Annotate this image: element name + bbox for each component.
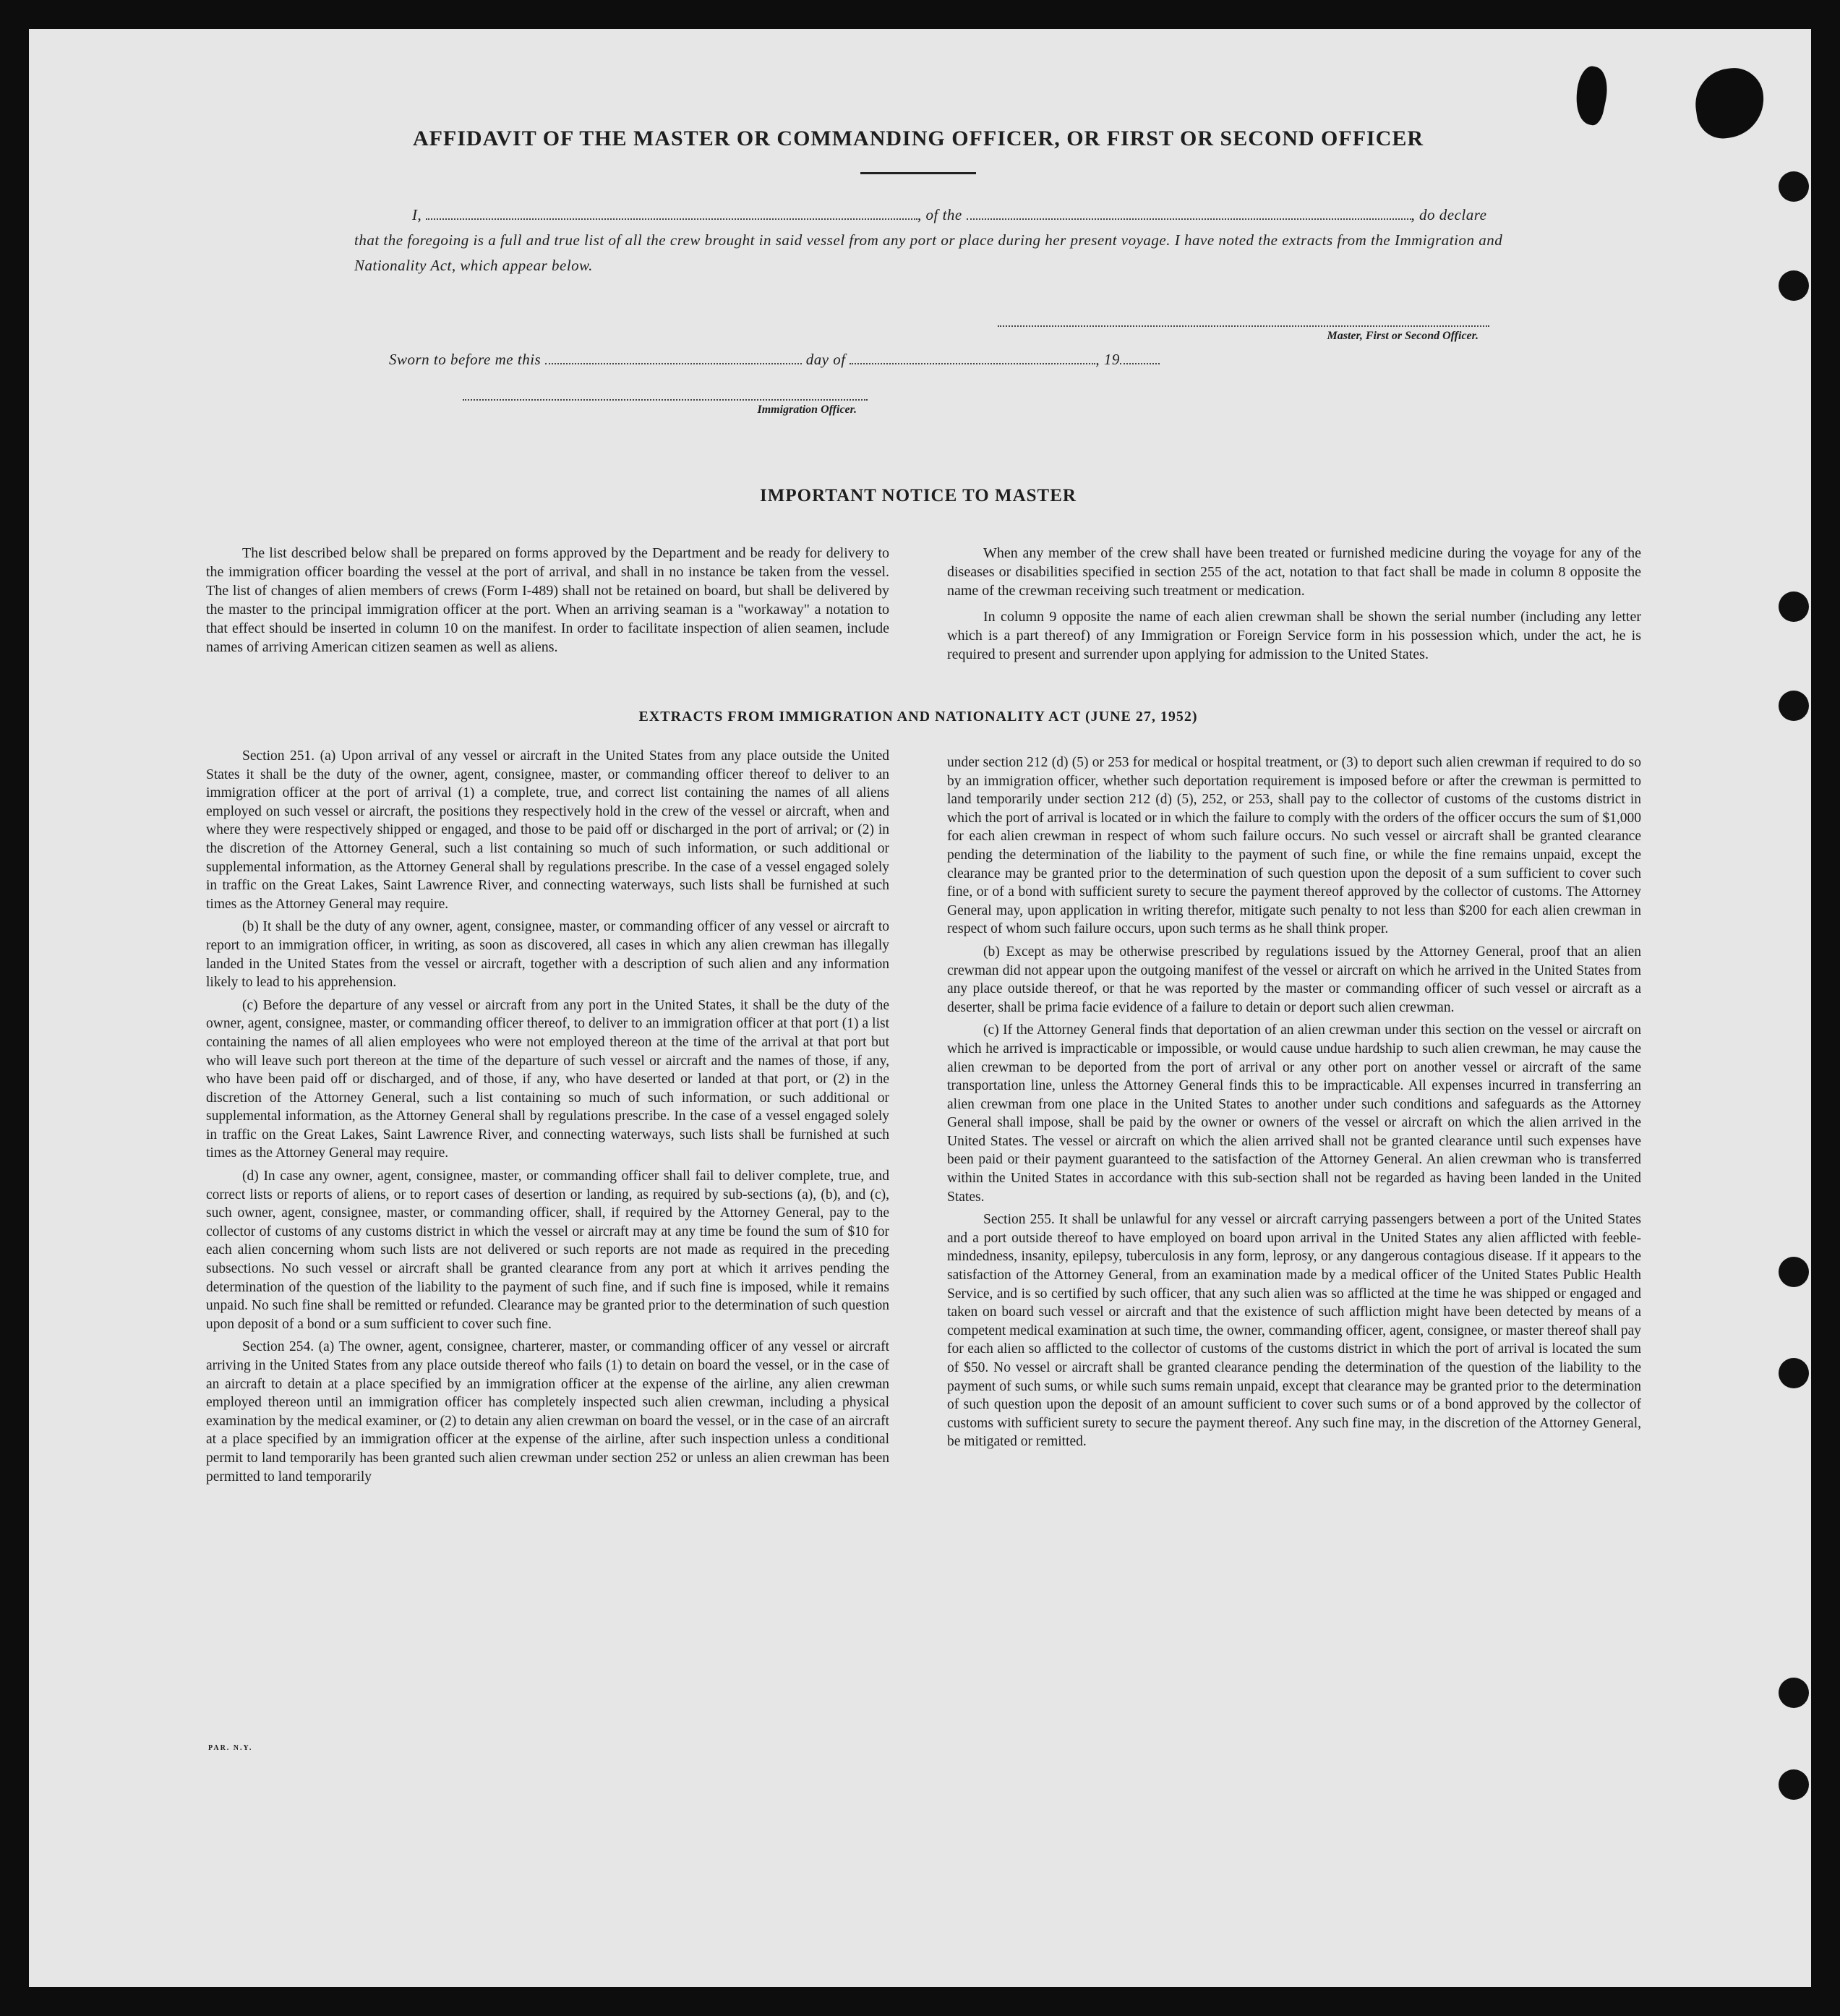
section-255: Section 255. It shall be unlawful for any vessel or aircraft carrying passengers between a port of the United States and a port outside thereof to have employed on board upon arrival in the United States any alien afflicted with feeble-mindedness, insanity, epilepsy, tuberculosis in any form, leprosy, or any dangerous contagious disease. If it appears to the satisfaction of the Attorney General, from an examination made by a medical officer of the United States Public Health Service, and is so certified by such officer, that any such alien was so afflicted at the time he was shipped or engaged and taken on board such vessel or aircraft and that the existence of such affliction might have been detected by means of a competent medical examination at such time, the owner, commanding officer, agent, consignee, or master thereof shall pay for each alien so afflicted to the collector of customs of the customs district in which the port of arrival is located the sum of $50. No vessel or aircraft shall be granted clearance pending the determination of the question of the liability to the payment of such sums, or while such sums remain unpaid, except that clearance may be granted prior to the determination of such question upon the deposit of an amount sufficient to cover such sums or of a bond approved by the collector of customs with sufficient surety to secure the payment thereof. Any such fine may, in the discretion of the Attorney General, be mitigated or remitted. xyxy=(947,1212,1641,1450)
extracts-left-column xyxy=(206,747,889,1490)
sworn-before: Sworn to before me this xyxy=(389,351,542,368)
decl-do-declare: , do declare xyxy=(1411,206,1487,223)
extracts-right-column xyxy=(947,753,1641,1456)
punch-hole xyxy=(1779,1358,1809,1388)
notice-paragraph: In column 9 opposite the name of each alien crewman shall be shown the serial number (including any letter which is a part thereof) of any Immigration or Foreign Service form in his possession which, under the act, he is required to present and surrender upon applying for admission to the United States. xyxy=(947,609,1641,662)
affidavit-title: AFFIDAVIT OF THE MASTER OR COMMANDING OFFICER, OR FIRST OR SECOND OFFICER xyxy=(412,127,1424,150)
printer-mark: PAR. N.Y. xyxy=(208,1744,253,1752)
notice-paragraph: When any member of the crew shall have been treated or furnished medicine during the voyage for any of the diseases or disabilities specified in section 255 of the act, notation to that fact shall be made in column 8 opposite the name of the crewman receiving such treatment or medication. xyxy=(947,545,1641,599)
decl-of-the: , of the xyxy=(917,206,962,223)
declaration-first-line xyxy=(354,202,1518,228)
notice-right-column xyxy=(947,544,1641,671)
immigration-signature-line[interactable] xyxy=(463,399,868,401)
punch-hole xyxy=(1779,591,1809,622)
ink-stain-right xyxy=(1691,64,1768,142)
declaration-block xyxy=(354,202,1518,278)
punch-hole xyxy=(1779,1769,1809,1800)
decl-i: I, xyxy=(412,206,422,223)
section-251-d: (d) In case any owner, agent, consignee, master, or commanding officer shall fail to deliver complete, true, and correct lists or reports of aliens, or to report cases of desertion or landing, as required by sub-sections (a), (b), and (c), such owner, agent, consignee, master, or commanding officer, shall, if required by the Attorney General, pay to the collector of customs of any customs district in which the vessel or aircraft may at any time be found the sum of $10 for each alien concerning whom such lists are not delivered or such reports are not made as required in the preceding subsections. No such vessel or aircraft shall be granted clearance from any port at which it arrives pending the determination of the question of the liability to the payment of such fine, and if such fine is imposed, while it remains unpaid. No such fine shall be remitted or refunded. Clearance may be granted prior to the determination of such question upon deposit of a bond or a sum sufficient to cover such fine. xyxy=(206,1169,889,1332)
document-page xyxy=(29,29,1811,1987)
section-251-a: Section 251. (a) Upon arrival of any vessel or aircraft in the United States from any place outside the United States it shall be the duty of the owner, agent, consignee, master, or commanding officer thereof to deliver to an immigration officer at the port of arrival (1) a complete, true, and correct list containing the names of all aliens employed on such vessel or aircraft, the positions they respectively hold in the crew of the vessel or aircraft, when and where they were respectively shipped or engaged, and those to be paid off or discharged in the port of arrival; or (2) in the discretion of the Attorney General, such a list containing so much of such information, or such additional or supplemental information, as the Attorney General shall by regulations prescribe. In the case of a vessel engaged solely in traffic on the Great Lakes, Saint Lawrence River, and connecting waterways, such lists shall be furnished at such times as the Attorney General may require. xyxy=(206,748,889,912)
section-251-c: (c) Before the departure of any vessel or aircraft from any port in the United States, it shall be the duty of the owner, agent, consignee, master, or commanding officer thereof, to deliver to an immigration officer at that port (1) a list containing the names of all alien employees who were not employed thereon at the time of the arrival at that port but who will leave such port thereon at the time of the departure of such vessel or aircraft and the names of those, if any, who have been paid off or discharged, and of those, if any, who have deserted or landed at that port, or (2) in the discretion of the Attorney General, such a list containing so much of such information, or such additional or supplemental information, as the Attorney General shall by regulations prescribe. In the case of a vessel engaged solely in traffic on the Great Lakes, Saint Lawrence River, and connecting waterways, such lists shall be furnished at such times as the Attorney General may require. xyxy=(206,997,889,1161)
section-254-a: Section 254. (a) The owner, agent, consignee, charterer, master, or commanding officer of any vessel or aircraft arriving in the United States from any place outside thereof who fails (1) to detain on board the vessel, or in the case of an aircraft to detain at a place specified by an immigration officer at the expense of the airline, any alien crewman employed thereon until an immigration officer has completely inspected such alien crewman, including a physical examination by the medical examiner, or (2) to detain any alien crewman on board the vessel, or in the case of an aircraft at a place specified by an immigration officer at the expense of the airline, after such inspection unless a conditional permit to land temporarily has been granted such alien crewman under section 252 or unless an alien crewman has been permitted to land temporarily xyxy=(206,1339,889,1485)
sworn-year: , 19 xyxy=(1095,351,1120,368)
master-signature-label: Master, First or Second Officer. xyxy=(1327,330,1479,342)
master-signature-line[interactable] xyxy=(998,325,1489,327)
punch-hole xyxy=(1779,691,1809,721)
notice-paragraph: The list described below shall be prepared on forms approved by the Department and be ready for delivery to the immigration officer boarding the vessel at the port of arrival, and shall in no instance be taken from the vessel. The list of changes of alien members of crews (Form I-489) shall not be retained on board, but shall be delivered by the master to the principal immigration officer at the port. When an arriving seaman is a "workaway" a notation to that effect should be inserted in column 10 on the manifest. In order to facilitate inspection of alien seamen, include names of arriving American citizen seamen as well as aliens. xyxy=(206,545,889,655)
declaration-body: that the foregoing is a full and true list of all the crew brought in said vessel from any port or place during her present voyage. I have noted the extracts from the Immigration and Nationality Act, which appear below. xyxy=(354,231,1503,274)
section-254-b: (b) Except as may be otherwise prescribed by regulations issued by the Attorney General, proof that an alien crewman did not appear upon the outgoing manifest of the vessel or aircraft on which he arrived in the United States from any place outside thereof, or that he was reported by the master or commanding officer of such vessel or aircraft as a deserter, shall be prima facie evidence of a failure to detain or deport such alien crewman. xyxy=(947,944,1641,1015)
punch-hole xyxy=(1779,171,1809,202)
sworn-day-of: day of xyxy=(805,351,846,368)
section-254-a-continued: under section 212 (d) (5) or 253 for medical or hospital treatment, or (3) to deport such alien crewman if required to do so by an immigration officer, whether such deportation requirement is imposed before or after the crewman is permitted to land temporarily under section 212 (d) (5), 252, or 253, shall pay to the collector of customs of the customs district in which the port of arrival is located or in which the failure to comply with the orders of the officer occurs the sum of $1,000 for each alien crewman in respect of whom such failure occurs. No such vessel or aircraft shall be granted clearance pending the determination of the liability to the payment of such fine, or while the fine remains unpaid, except the clearance may be granted prior to the determination of such question upon the deposit of a sum sufficient to cover such fine, or of a bond with sufficient surety to secure the payment thereof approved by the collector of customs. The Attorney General may, upon application in writing therefor, mitigate such penalty to not less than $200 for each alien crewman in respect of whom such failure occurs, upon such terms as he shall think proper. xyxy=(947,755,1641,937)
vessel-blank[interactable] xyxy=(967,208,1411,220)
section-251-b: (b) It shall be the duty of any owner, agent, consignee, master, or commanding officer of any vessel or aircraft to report to an immigration officer, in writing, as soon as discovered, all cases in which any alien crewman has illegally landed in the United States from the vessel or aircraft, together with a description of such alien and any information likely to lead to his apprehension. xyxy=(206,919,889,991)
day-blank[interactable] xyxy=(545,353,802,364)
notice-title: IMPORTANT NOTICE TO MASTER xyxy=(760,486,1077,505)
name-blank[interactable] xyxy=(426,208,917,220)
immigration-signature-label: Immigration Officer. xyxy=(757,403,857,416)
section-254-c: (c) If the Attorney General finds that deportation of an alien crewman under this section on the vessel or aircraft on which he arrived is impracticable or impossible, or would cause undue hardship to such alien crewman, he may cause the alien crewman to be deported from the port of arrival or any other port on another vessel or aircraft of the same transportation line, unless the Attorney General finds this to be impracticable. All expenses incurred in transferring an alien crewman from one place in the United States to another under such conditions and safeguards as the Attorney General shall impose, shall be paid by the owner or owners of the vessel or aircraft on which the alien arrived in the United States. The vessel or aircraft on which the alien arrived shall not be granted clearance until such expenses have been paid or their payment guaranteed to the satisfaction of the Attorney General. An alien crewman who is transferred within the United States in accordance with this sub-section shall not be regarded as having been landed in the United States. xyxy=(947,1022,1641,1205)
year-blank[interactable] xyxy=(1120,353,1160,364)
extracts-title: EXTRACTS FROM IMMIGRATION AND NATIONALITY ACT (JUNE 27, 1952) xyxy=(638,709,1198,725)
notice-left-column xyxy=(206,544,889,664)
punch-hole xyxy=(1779,1257,1809,1287)
title-rule xyxy=(860,172,976,174)
month-blank[interactable] xyxy=(850,353,1095,364)
ink-stain-left xyxy=(1570,64,1612,127)
punch-hole xyxy=(1779,270,1809,301)
punch-hole xyxy=(1779,1678,1809,1708)
sworn-line xyxy=(389,351,1329,369)
